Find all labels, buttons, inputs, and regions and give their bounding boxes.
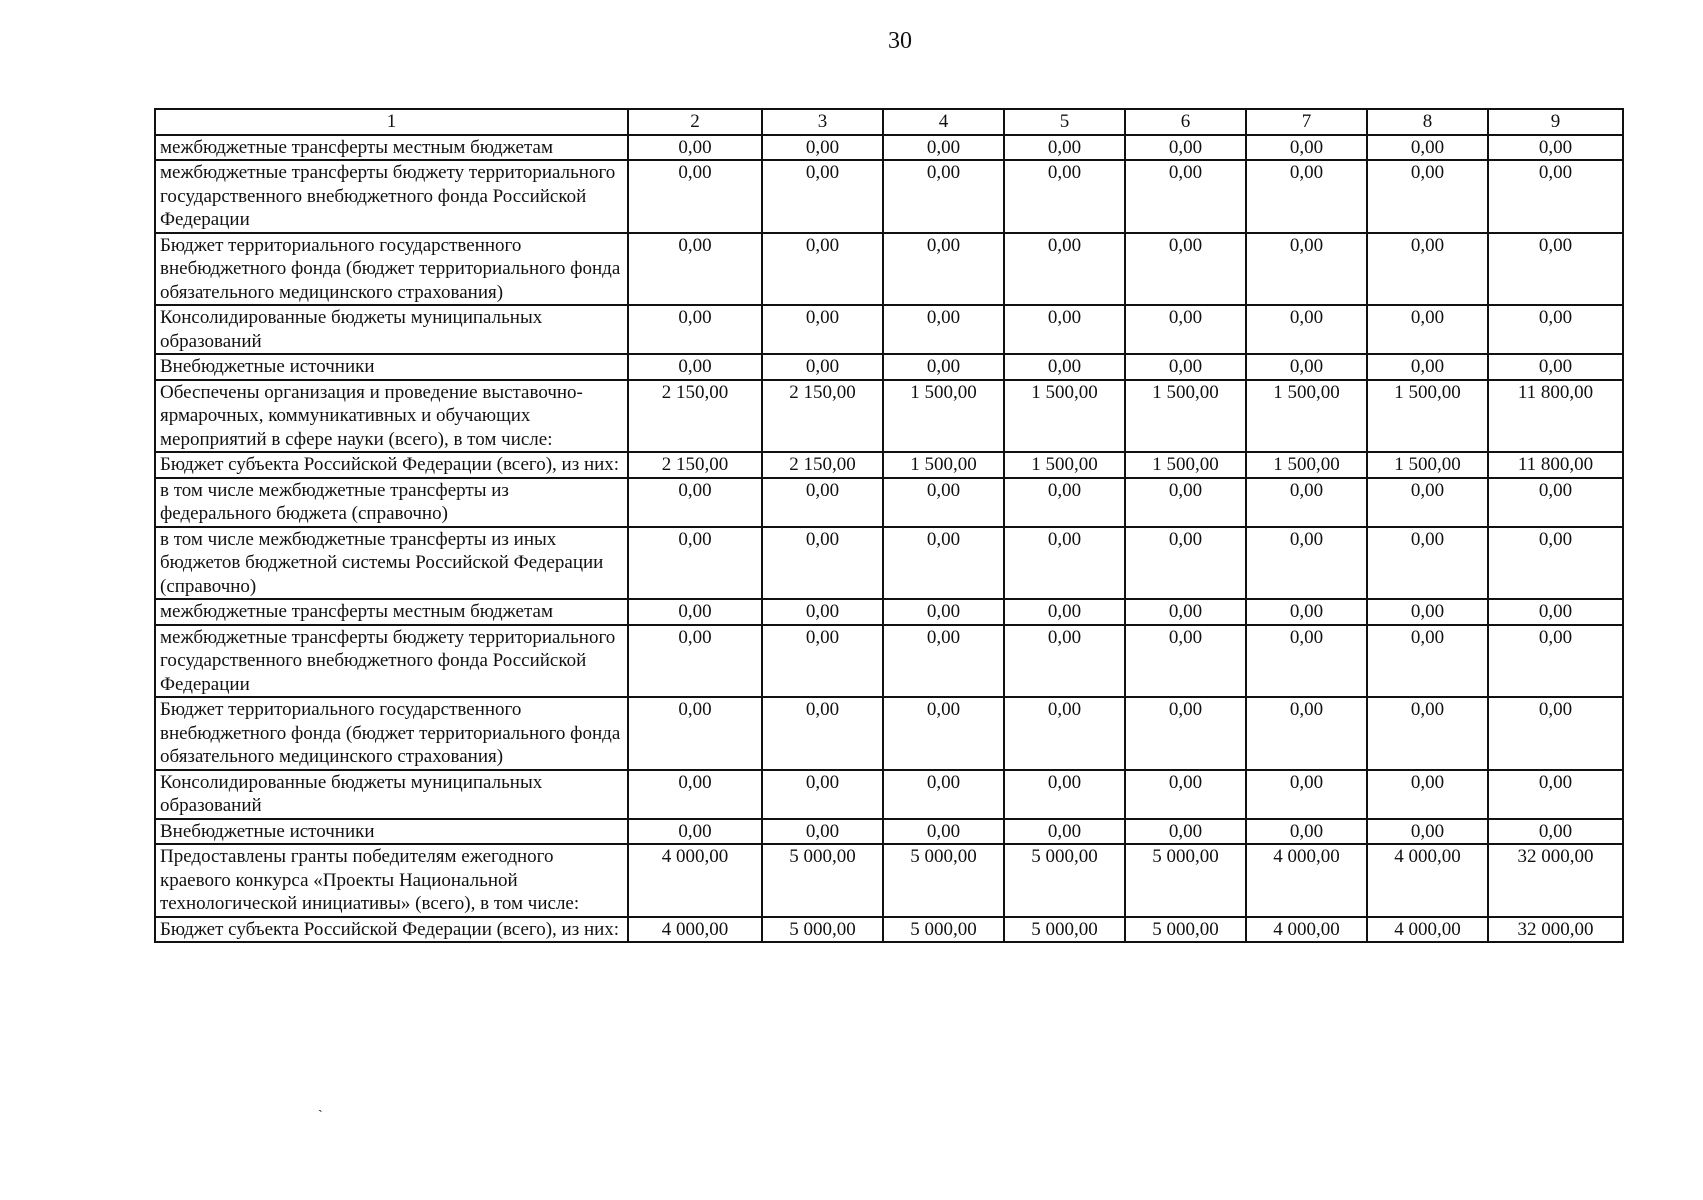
row-value: 0,00 [1246,354,1367,380]
row-value: 2 150,00 [762,452,883,478]
row-value: 0,00 [1125,135,1246,161]
row-value: 0,00 [1125,697,1246,770]
row-value: 0,00 [1004,697,1125,770]
row-label: Бюджет территориального государственного внебюджетного фонда (бюджет территориального фонда обязательного медицинского страхования) [155,233,628,306]
row-value: 11 800,00 [1488,452,1623,478]
row-label: в том числе межбюджетные трансферты из иных бюджетов бюджетной системы Российской Федерации (справочно) [155,527,628,600]
row-value: 0,00 [1125,599,1246,625]
table-row [155,625,1623,698]
table-row [155,819,1623,845]
column-header-7: 7 [1246,109,1367,135]
row-value: 2 150,00 [628,452,762,478]
row-value: 0,00 [628,819,762,845]
row-value: 0,00 [1004,354,1125,380]
row-value: 0,00 [1004,527,1125,600]
row-value: 5 000,00 [1004,917,1125,943]
row-value: 0,00 [628,135,762,161]
row-value: 0,00 [1004,819,1125,845]
row-value: 5 000,00 [762,917,883,943]
row-value: 0,00 [628,625,762,698]
row-value: 2 150,00 [628,380,762,453]
row-value: 0,00 [1246,160,1367,233]
row-value: 0,00 [1367,305,1488,354]
stray-mark: ˏ [318,1098,323,1113]
row-value: 0,00 [1246,599,1367,625]
row-value: 0,00 [1004,233,1125,306]
row-value: 32 000,00 [1488,917,1623,943]
row-value: 0,00 [1488,527,1623,600]
table-row [155,380,1623,453]
row-value: 5 000,00 [1125,844,1246,917]
row-value: 0,00 [1125,478,1246,527]
row-value: 1 500,00 [1246,452,1367,478]
row-value: 0,00 [1488,819,1623,845]
row-value: 0,00 [883,697,1004,770]
column-header-4: 4 [883,109,1004,135]
row-value: 4 000,00 [628,917,762,943]
table-row [155,770,1623,819]
row-value: 0,00 [1367,354,1488,380]
table-row [155,354,1623,380]
row-value: 0,00 [883,625,1004,698]
row-value: 0,00 [762,527,883,600]
table-body [155,135,1623,943]
row-value: 0,00 [1488,625,1623,698]
row-value: 0,00 [883,478,1004,527]
row-value: 1 500,00 [1125,452,1246,478]
column-header-2: 2 [628,109,762,135]
row-value: 0,00 [1125,527,1246,600]
row-value: 5 000,00 [883,917,1004,943]
table-row [155,135,1623,161]
row-value: 1 500,00 [883,380,1004,453]
row-value: 0,00 [883,305,1004,354]
row-label: в том числе межбюджетные трансферты из федерального бюджета (справочно) [155,478,628,527]
row-value: 5 000,00 [762,844,883,917]
row-value: 0,00 [883,527,1004,600]
table-row [155,527,1623,600]
row-value: 0,00 [1125,770,1246,819]
row-value: 0,00 [1246,135,1367,161]
row-value: 0,00 [1125,625,1246,698]
table-row [155,844,1623,917]
row-value: 0,00 [1246,478,1367,527]
row-value: 1 500,00 [1125,380,1246,453]
row-value: 1 500,00 [1004,452,1125,478]
row-value: 0,00 [762,305,883,354]
row-value: 1 500,00 [1367,380,1488,453]
row-value: 0,00 [762,135,883,161]
column-header-6: 6 [1125,109,1246,135]
row-value: 0,00 [1367,233,1488,306]
row-value: 0,00 [628,305,762,354]
table-row [155,160,1623,233]
row-value: 0,00 [1246,527,1367,600]
row-value: 0,00 [1488,770,1623,819]
row-value: 0,00 [883,160,1004,233]
row-value: 0,00 [1488,478,1623,527]
row-value: 4 000,00 [628,844,762,917]
row-value: 0,00 [1367,599,1488,625]
row-value: 0,00 [1004,625,1125,698]
table-row [155,452,1623,478]
row-value: 0,00 [762,819,883,845]
row-value: 0,00 [762,478,883,527]
row-value: 0,00 [1488,599,1623,625]
row-value: 0,00 [1367,819,1488,845]
table-row [155,917,1623,943]
column-header-8: 8 [1367,109,1488,135]
row-value: 1 500,00 [1246,380,1367,453]
column-header-9: 9 [1488,109,1623,135]
row-label: Бюджет субъекта Российской Федерации (всего), из них: [155,452,628,478]
row-value: 0,00 [1367,770,1488,819]
table-row [155,697,1623,770]
row-value: 0,00 [628,697,762,770]
row-value: 0,00 [1367,135,1488,161]
row-value: 1 500,00 [1004,380,1125,453]
row-value: 0,00 [1367,697,1488,770]
header-row [155,109,1623,135]
row-value: 0,00 [1246,770,1367,819]
row-value: 0,00 [1367,478,1488,527]
row-value: 0,00 [628,354,762,380]
row-value: 0,00 [1488,160,1623,233]
row-value: 0,00 [1488,233,1623,306]
column-header-5: 5 [1004,109,1125,135]
table-row [155,305,1623,354]
table-row [155,233,1623,306]
row-value: 0,00 [762,625,883,698]
row-value: 0,00 [1004,135,1125,161]
row-value: 0,00 [1125,305,1246,354]
row-value: 0,00 [1488,305,1623,354]
row-value: 0,00 [1246,305,1367,354]
row-value: 0,00 [1488,135,1623,161]
row-value: 0,00 [1125,233,1246,306]
row-value: 0,00 [1488,354,1623,380]
row-label: межбюджетные трансферты местным бюджетам [155,135,628,161]
row-value: 0,00 [1246,819,1367,845]
row-value: 4 000,00 [1246,917,1367,943]
row-value: 0,00 [1246,625,1367,698]
row-value: 0,00 [1246,233,1367,306]
row-value: 1 500,00 [1367,452,1488,478]
row-value: 0,00 [628,478,762,527]
row-value: 0,00 [628,233,762,306]
table-row [155,478,1623,527]
row-value: 0,00 [883,599,1004,625]
row-value: 0,00 [1367,160,1488,233]
column-header-1: 1 [155,109,628,135]
row-label: межбюджетные трансферты местным бюджетам [155,599,628,625]
row-value: 11 800,00 [1488,380,1623,453]
row-value: 0,00 [1125,160,1246,233]
row-value: 0,00 [762,697,883,770]
row-label: межбюджетные трансферты бюджету территориального государственного внебюджетного фонда Российской Федерации [155,160,628,233]
row-value: 5 000,00 [1125,917,1246,943]
row-value: 4 000,00 [1367,917,1488,943]
budget-table [154,108,1624,943]
row-value: 0,00 [883,135,1004,161]
row-value: 0,00 [1246,697,1367,770]
column-header-3: 3 [762,109,883,135]
row-value: 1 500,00 [883,452,1004,478]
row-label: Внебюджетные источники [155,819,628,845]
row-value: 0,00 [762,233,883,306]
row-value: 0,00 [883,233,1004,306]
row-value: 0,00 [628,599,762,625]
row-value: 5 000,00 [883,844,1004,917]
row-value: 0,00 [883,354,1004,380]
row-value: 0,00 [1004,770,1125,819]
row-value: 0,00 [1004,305,1125,354]
row-value: 0,00 [1125,819,1246,845]
row-value: 0,00 [762,770,883,819]
row-value: 0,00 [1004,599,1125,625]
row-value: 32 000,00 [1488,844,1623,917]
page-number: 30 [888,28,912,54]
row-label: Бюджет территориального государственного внебюджетного фонда (бюджет территориального фонда обязательного медицинского страхования) [155,697,628,770]
row-value: 0,00 [628,770,762,819]
row-label: Предоставлены гранты победителям ежегодного краевого конкурса «Проекты Национальной технологической инициативы» (всего), в том числе: [155,844,628,917]
row-value: 4 000,00 [1367,844,1488,917]
row-value: 0,00 [1488,697,1623,770]
row-value: 0,00 [762,354,883,380]
row-value: 0,00 [1004,478,1125,527]
table-row [155,599,1623,625]
row-value: 2 150,00 [762,380,883,453]
row-value: 0,00 [1004,160,1125,233]
row-value: 0,00 [883,770,1004,819]
row-label: Бюджет субъекта Российской Федерации (всего), из них: [155,917,628,943]
row-label: Внебюджетные источники [155,354,628,380]
row-label: межбюджетные трансферты бюджету территориального государственного внебюджетного фонда Российской Федерации [155,625,628,698]
row-value: 0,00 [762,160,883,233]
row-value: 0,00 [628,527,762,600]
row-value: 0,00 [1367,625,1488,698]
row-value: 4 000,00 [1246,844,1367,917]
row-value: 0,00 [883,819,1004,845]
row-value: 0,00 [628,160,762,233]
row-value: 5 000,00 [1004,844,1125,917]
row-value: 0,00 [1367,527,1488,600]
row-label: Консолидированные бюджеты муниципальных образований [155,305,628,354]
row-label: Обеспечены организация и проведение выставочно-ярмарочных, коммуникативных и обучающих мероприятий в сфере науки (всего), в том числе: [155,380,628,453]
row-value: 0,00 [1125,354,1246,380]
row-label: Консолидированные бюджеты муниципальных образований [155,770,628,819]
row-value: 0,00 [762,599,883,625]
